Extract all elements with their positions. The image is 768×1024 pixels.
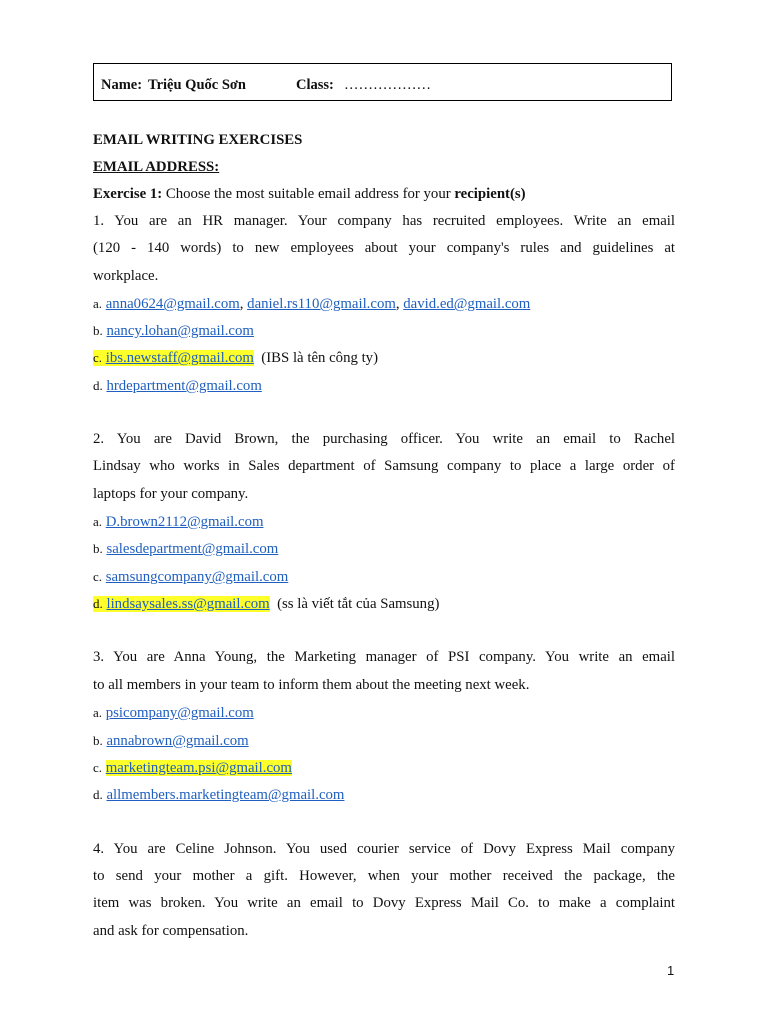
class-value: ………………: [344, 77, 431, 93]
email-link[interactable]: allmembers.marketingteam@gmail.com: [106, 787, 345, 803]
question-1-option-c: [93, 344, 675, 372]
email-link[interactable]: hrdepartment@gmail.com: [106, 378, 262, 394]
email-link[interactable]: marketingteam.psi@gmail.com: [105, 760, 292, 776]
email-link[interactable]: samsungcompany@gmail.com: [105, 569, 289, 585]
option-letter: c.: [93, 569, 103, 584]
section-heading: [93, 154, 675, 181]
class-label: Class:: [296, 77, 334, 93]
option-letter: d.: [93, 596, 103, 611]
section-heading-text: EMAIL ADDRESS:: [93, 159, 220, 175]
email-link[interactable]: daniel.rs110@gmail.com: [247, 296, 396, 312]
option-letter: d.: [93, 378, 103, 393]
option-note: (ss là viết tắt của Samsung): [277, 596, 440, 612]
question-3-option-c: [93, 754, 675, 782]
question-3-line-2: to all members in your team to inform them about the meeting next week.: [93, 677, 530, 693]
email-link[interactable]: lindsaysales.ss@gmail.com: [106, 596, 270, 612]
option-letter: c.: [93, 350, 103, 365]
question-3-line-1: 3. You are Anna Young, the Marketing manager of PSI company. You write an email: [93, 649, 675, 665]
email-link[interactable]: psicompany@gmail.com: [105, 705, 254, 721]
email-link[interactable]: anna0624@gmail.com: [105, 296, 240, 312]
option-letter: c.: [93, 760, 103, 775]
email-link[interactable]: annabrown@gmail.com: [106, 733, 249, 749]
question-1-line-3: workplace.: [93, 268, 159, 284]
name-value: Triệu Quốc Sơn: [148, 77, 246, 93]
question-1-option-d: [93, 372, 675, 400]
option-letter: b.: [93, 323, 103, 338]
exercise-instruction-bold: recipient(s): [454, 186, 526, 202]
exercise-instruction: [93, 181, 675, 208]
question-4-line-4: and ask for compensation.: [93, 923, 249, 939]
question-1-option-b: [93, 317, 675, 345]
option-letter: a.: [93, 296, 103, 311]
student-info-box: [93, 63, 672, 101]
page-number: 1: [667, 963, 675, 978]
option-letter: b.: [93, 733, 103, 748]
document-title: EMAIL WRITING EXERCISES: [93, 132, 303, 148]
question-2-option-d: [93, 590, 675, 618]
question-3-option-a: [93, 699, 675, 727]
question-1-line-1: 1. You are an HR manager. Your company has recruited employees. Write an email: [93, 213, 675, 229]
question-4-line-2: to send your mother a gift. However, when your mother received the package, the: [93, 868, 675, 884]
email-link[interactable]: D.brown2112@gmail.com: [105, 514, 264, 530]
question-3-option-b: [93, 727, 675, 755]
question-4-line-3: item was broken. You write an email to Dovy Express Mail Co. to make a complaint: [93, 895, 675, 911]
question-2-option-c: [93, 563, 675, 591]
question-1-line-2: (120 - 140 words) to new employees about your company's rules and guidelines at: [93, 240, 675, 256]
email-link[interactable]: david.ed@gmail.com: [403, 296, 531, 312]
question-4-line-1: 4. You are Celine Johnson. You used courier service of Dovy Express Mail company: [93, 841, 675, 857]
question-1-option-a: a. anna0624@gmail.com, daniel.rs110@gmail.com, david.ed@gmail.com: [93, 296, 531, 312]
question-2-line-1: 2. You are David Brown, the purchasing officer. You write an email to Rachel: [93, 431, 675, 447]
option-letter: d.: [93, 787, 103, 802]
email-link[interactable]: ibs.newstaff@gmail.com: [105, 350, 254, 366]
question-2-line-2: Lindsay who works in Sales department of Samsung company to place a large order of: [93, 458, 675, 474]
option-letter: a.: [93, 705, 103, 720]
email-link[interactable]: salesdepartment@gmail.com: [106, 541, 279, 557]
option-letter: b.: [93, 541, 103, 556]
name-label: Name:: [101, 77, 143, 93]
question-2-option-a: [93, 508, 675, 536]
exercise-label: Exercise 1:: [93, 186, 163, 202]
question-2-line-3: laptops for your company.: [93, 486, 249, 502]
question-3-option-d: [93, 781, 675, 809]
option-note: (IBS là tên công ty): [261, 350, 379, 366]
question-2-option-b: [93, 535, 675, 563]
email-link[interactable]: nancy.lohan@gmail.com: [106, 323, 254, 339]
option-letter: a.: [93, 514, 103, 529]
exercise-instruction-text: Choose the most suitable email address for your: [165, 186, 451, 202]
